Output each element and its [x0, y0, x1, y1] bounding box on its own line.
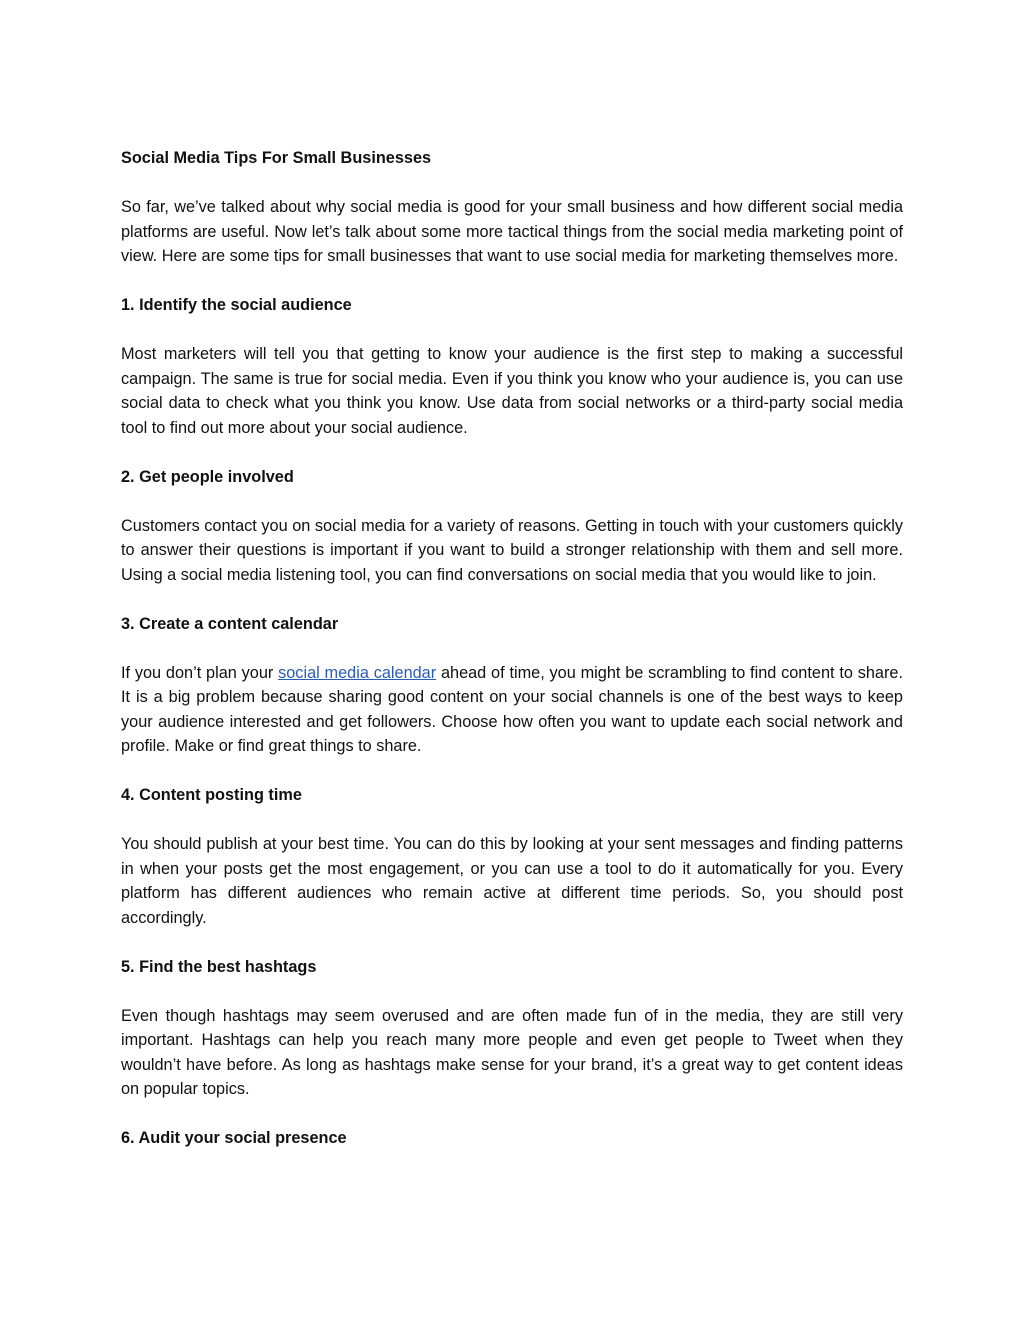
spacer: [121, 269, 903, 294]
spacer: [121, 440, 903, 465]
section-heading-get-people-involved: 2. Get people involved: [121, 467, 294, 486]
document-page: [121, 146, 903, 1151]
section-heading-content-calendar: 3. Create a content calendar: [121, 614, 339, 633]
section-body-text-after-link: ahead of time, you might be scrambling to find content to share. It is a big problem because sharing good content on your social channels is one of the best ways to keep your audience interested and get followers. Choose how often you want to update each social network and profile. Make or find great things to share.: [121, 663, 903, 755]
spacer: [121, 979, 903, 1004]
intro-paragraph: So far, we’ve talked about why social media is good for your small business and how different social media platforms are useful. Now let’s talk about some more tactical things from the social media marketing point of view. Here are some tips for small businesses that want to use social media for marketing themselves more.: [121, 198, 903, 265]
section-body-posting-time: You should publish at your best time. You can do this by looking at your sent messages and finding patterns in when your posts get the most engagement, or you can use a tool to do it automatically for you. Every platform has different audiences who remain active at different time periods. So, you should post accordingly.: [121, 835, 903, 927]
spacer: [121, 759, 903, 784]
spacer: [121, 171, 903, 196]
spacer: [121, 489, 903, 514]
section-heading-audit-presence: 6. Audit your social presence: [121, 1129, 347, 1147]
spacer: [121, 930, 903, 955]
section-body-text-before-link: If you don’t plan your: [121, 663, 279, 682]
section-heading-posting-time: 4. Content posting time: [121, 786, 302, 804]
section-body-content-calendar: [121, 661, 903, 759]
social-media-calendar-link[interactable]: social media calendar: [278, 663, 437, 682]
spacer: [121, 587, 903, 612]
spacer: [121, 1102, 903, 1127]
section-heading-hashtags: 5. Find the best hashtags: [121, 957, 317, 976]
spacer: [121, 636, 903, 661]
document-title: Social Media Tips For Small Businesses: [121, 149, 432, 167]
spacer: [121, 808, 903, 833]
section-body-get-people-involved: Customers contact you on social media for a variety of reasons. Getting in touch with your customers quickly to answer their questions is important if you want to build a stronger relationship with them and sell more. Using a social media listening tool, you can find conversations on social media that you would like to join.: [121, 516, 903, 584]
section-heading-identify-audience: 1. Identify the social audience: [121, 296, 352, 314]
section-body-hashtags: Even though hashtags may seem overused and are often made fun of in the media, they are still very important. Hashtags can help you reach many more people and even get people to Tweet when they wouldn’t have before. As long as hashtags make sense for your brand, it’s a great way to get content ideas on popular topics.: [121, 1006, 903, 1098]
spacer: [121, 318, 903, 343]
section-body-identify-audience: Most marketers will tell you that getting to know your audience is the first step to making a successful campaign. The same is true for social media. Even if you think you know who your audience is, you can use social data to check what you think you know. Use data from social networks or a third-party social media tool to find out more about your social audience.: [121, 345, 903, 437]
